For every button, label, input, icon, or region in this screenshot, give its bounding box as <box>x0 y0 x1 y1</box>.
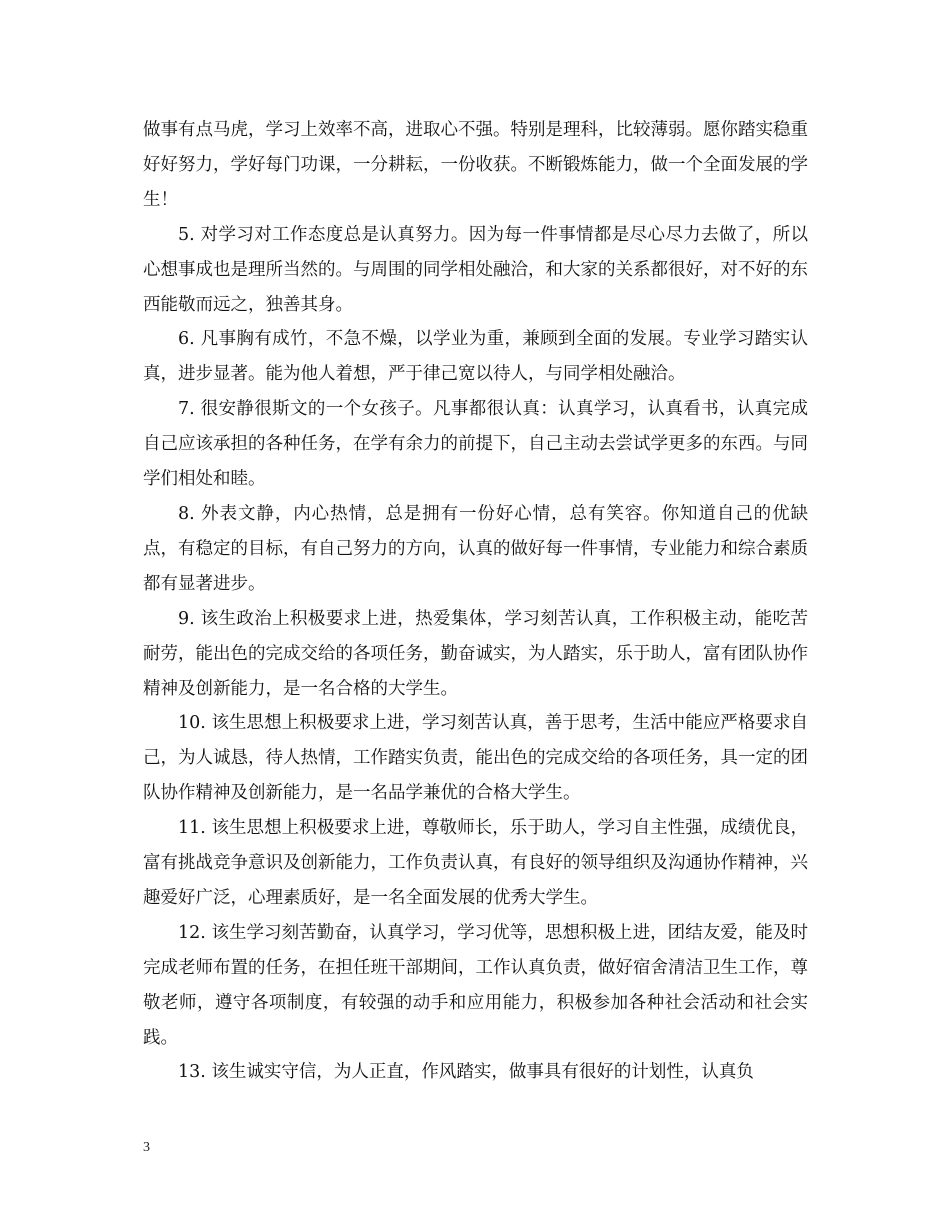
paragraph-item-6: 6. 凡事胸有成竹，不急不燥，以学业为重，兼顾到全面的发展。专业学习踏实认真，进步显著。能为他人着想，严于律己宽以待人，与同学相处融洽。 <box>143 329 808 385</box>
paragraph-continued: 做事有点马虎，学习上效率不高，进取心不强。特别是理科，比较薄弱。愿你踏实稳重好好努力，学好每门功课，一分耕耘，一份收获。不断锻炼能力，做一个全面发展的学生！ <box>143 120 808 210</box>
page-number: 3 <box>143 1140 150 1155</box>
paragraph-item-12: 12. 该生学习刻苦勤奋，认真学习，学习优等，思想积极上进，团结友爱，能及时完成老师布置的任务，在担任班干部期间，工作认真负责，做好宿舍清洁卫生工作，尊敬老师，遵守各项制度，有较强的动手和应用能力，积极参加各种社会活动和社会实践。 <box>143 922 808 1048</box>
paragraph-item-9: 9. 该生政治上积极要求上进，热爱集体，学习刻苦认真，工作积极主动，能吃苦耐劳，能出色的完成交给的各项任务，勤奋诚实，为人踏实，乐于助人，富有团队协作精神及创新能力，是一名合格的大学生。 <box>143 608 808 699</box>
paragraph-item-11: 11. 该生思想上积极要求上进，尊敬师长，乐于助人，学习自主性强，成绩优良，富有挑战竞争意识及创新能力，工作负责认真，有良好的领导组织及沟通协作精神，兴趣爱好广泛，心理素质好，是一名全面发展的优秀大学生。 <box>143 818 808 908</box>
paragraph-item-7: 7. 很安静很斯文的一个女孩子。凡事都很认真：认真学习，认真看书，认真完成自己应该承担的各种任务，在学有余力的前提下，自己主动去尝试学更多的东西。与同学们相处和睦。 <box>143 399 808 490</box>
paragraph-item-8: 8. 外表文静，内心热情，总是拥有一份好心情，总有笑容。你知道自己的优缺点，有稳定的目标，有自己努力的方向，认真的做好每一件事情，专业能力和综合素质都有显著进步。 <box>143 503 808 594</box>
paragraph-item-13: 13. 该生诚实守信，为人正直，作风踏实，做事具有很好的计划性，认真负 <box>178 1062 754 1083</box>
paragraph-item-10: 10. 该生思想上积极要求上进，学习刻苦认真，善于思考，生活中能应严格要求自己，为人诚恳，待人热情，工作踏实负责，能出色的完成交给的各项任务，具一定的团队协作精神及创新能力，是一名品学兼优的合格大学生。 <box>143 713 808 804</box>
document-body <box>143 113 808 1090</box>
paragraph-item-5: 5. 对学习对工作态度总是认真努力。因为每一件事情都是尽心尽力去做了，所以心想事成也是理所当然的。与周围的同学相处融洽，和大家的关系都很好，对不好的东西能敬而远之，独善其身。 <box>143 224 808 315</box>
